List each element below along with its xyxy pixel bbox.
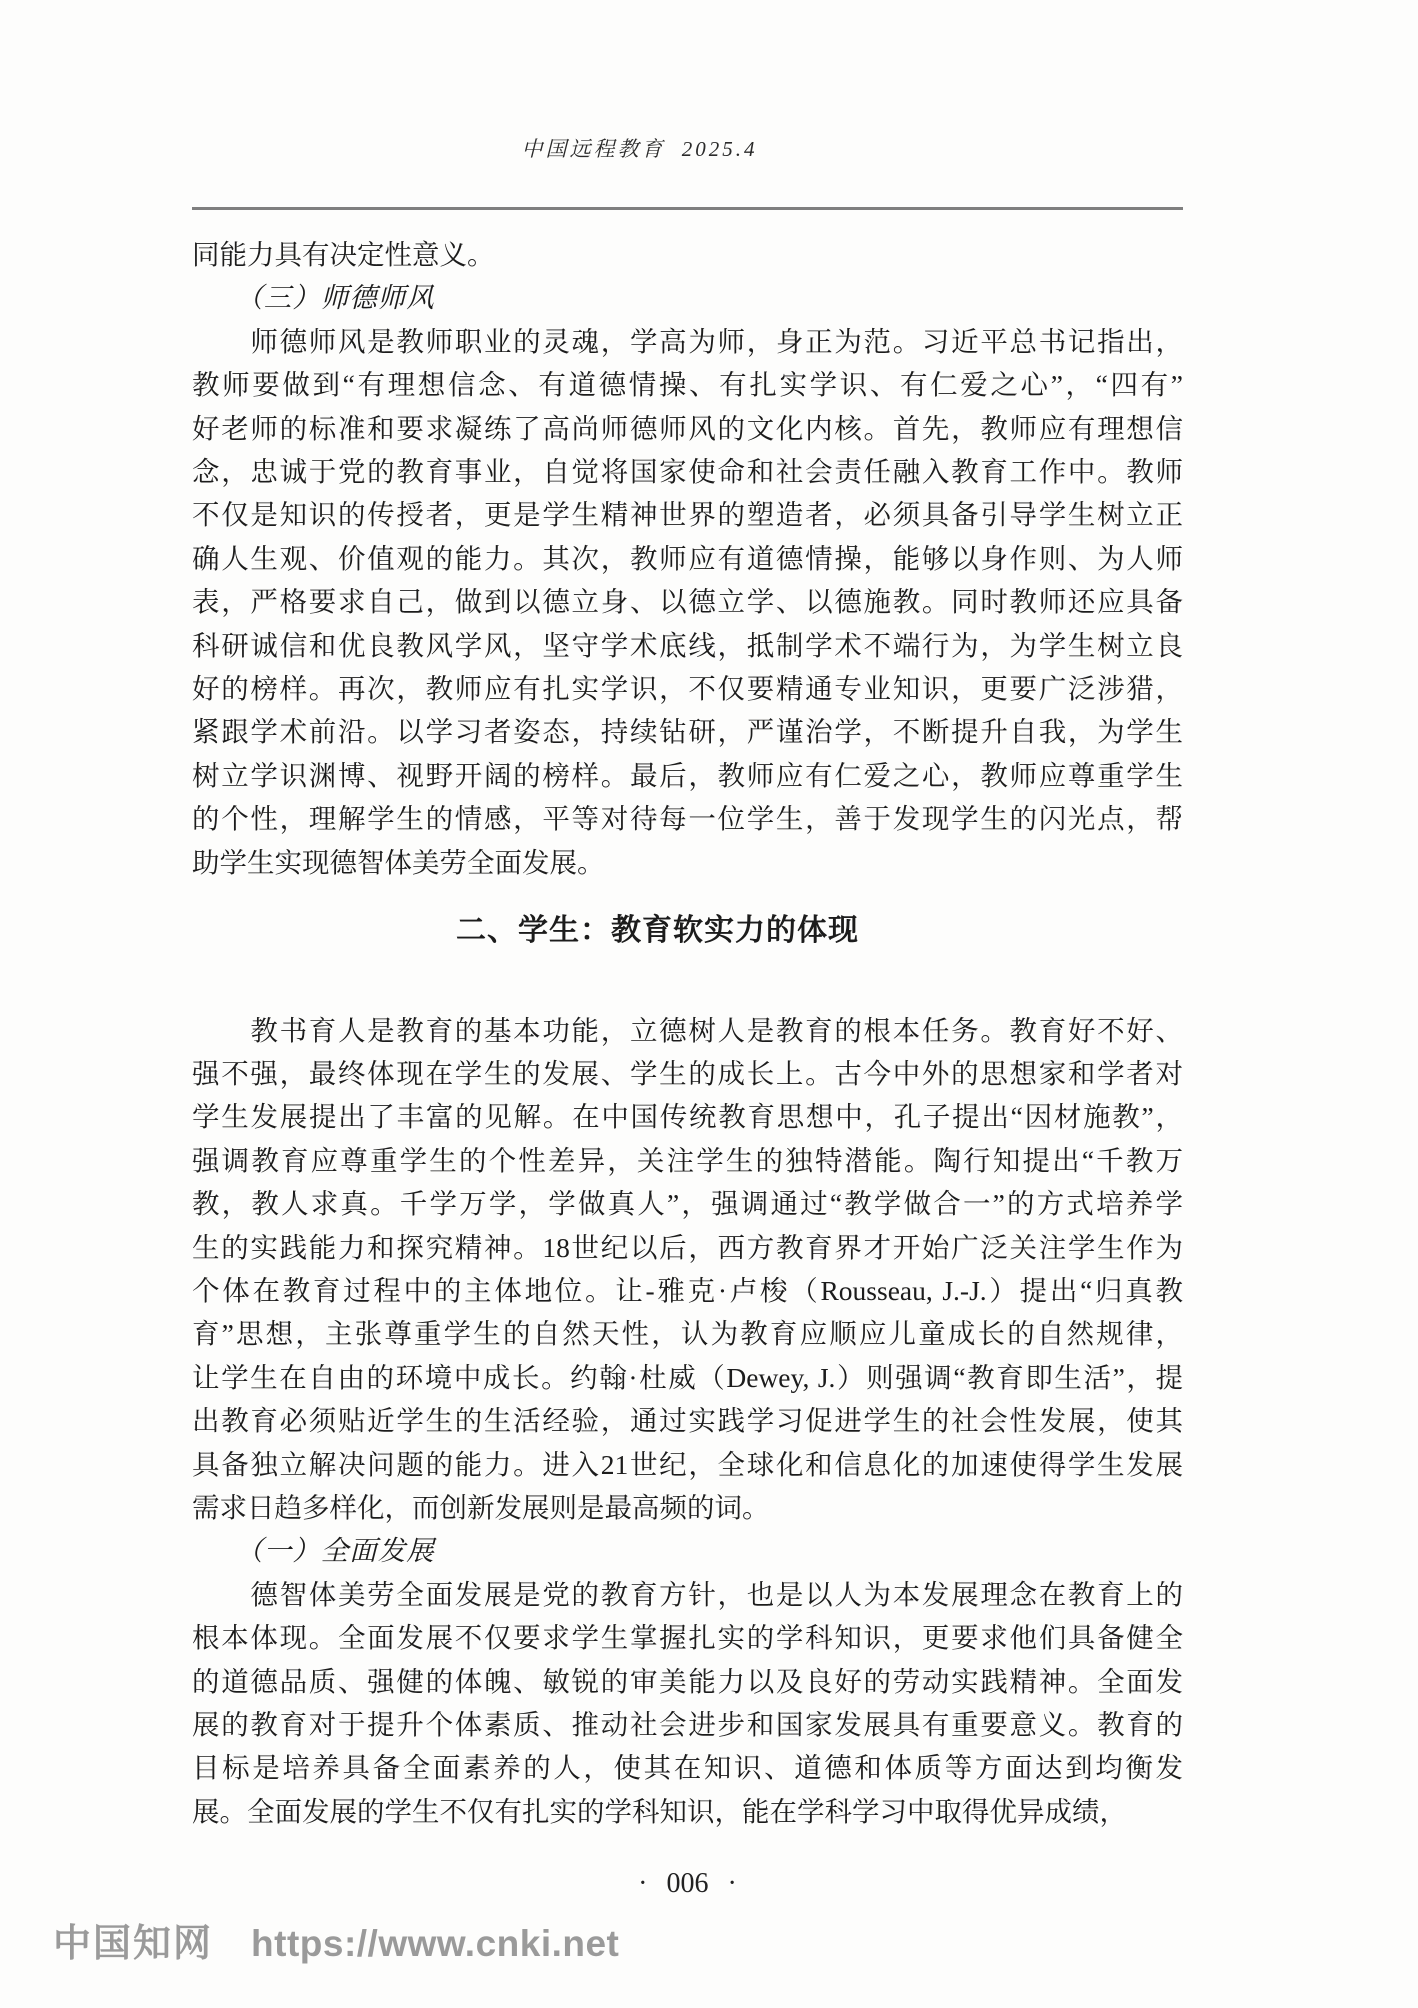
text-line: 需求日趋多样化，而创新发展则是最高频的词。	[192, 1491, 770, 1523]
paragraph-students	[192, 1009, 1183, 1530]
section-heading-students: 二、学生：教育软实力的体现	[456, 914, 859, 948]
text-line: 强不强，最终体现在学生的发展、学生的成长上。古今中外的思想家和学者对	[192, 1057, 1183, 1089]
text-line: 出教育必须贴近学生的生活经验，通过实践学习促进学生的社会性发展，使其	[192, 1405, 1183, 1437]
text-line: 让学生在自由的环境中成长。约翰·杜威（Dewey, J.）则强调“教育即生活”，提	[192, 1361, 1183, 1393]
text-line: 紧跟学术前沿。以学习者姿态，持续钻研，严谨治学，不断提升自我，为学生	[192, 716, 1183, 748]
text-line: 教师要做到“有理想信念、有道德情操、有扎实学识、有仁爱之心”，“四有”	[192, 369, 1183, 401]
text-line: 表，严格要求自己，做到以德立身、以德立学、以德施教。同时教师还应具备	[192, 586, 1183, 618]
text-line: 目标是培养具备全面素养的人，使其在知识、道德和体质等方面达到均衡发	[192, 1752, 1183, 1784]
paragraph-shide-shifeng	[192, 320, 1183, 884]
text-line: 教，教人求真。千学万学，学做真人”，强调通过“教学做合一”的方式培养学	[192, 1188, 1183, 1220]
subsection-heading-quanmian-fazhan	[192, 1529, 1183, 1572]
watermark-cnki	[53, 1912, 619, 1967]
text-line: 学生发展提出了丰富的见解。在中国传统教育思想中，孔子提出“因材施教”，	[192, 1101, 1183, 1133]
text-line: 助学生实现德智体美劳全面发展。	[192, 846, 605, 878]
subsection-heading-shide-shifeng	[192, 276, 1183, 319]
page-number: · 006 ·	[638, 1868, 737, 1899]
journal-header: 中国远程教育 2025.4	[521, 137, 758, 161]
paragraph-quanmian-fazhan	[192, 1573, 1183, 1833]
text-line: 育”思想，主张尊重学生的自然天性，认为教育应顺应儿童成长的自然规律，	[192, 1318, 1183, 1350]
text-line: 念，忠诚于党的教育事业，自觉将国家使命和社会责任融入教育工作中。教师	[192, 456, 1183, 488]
text-line: （一）全面发展	[192, 1535, 435, 1567]
text-line: 展。全面发展的学生不仅有扎实的学科知识，能在学科学习中取得优异成绩，	[192, 1795, 1127, 1827]
text-line: 根本体现。全面发展不仅要求学生掌握扎实的学科知识，更要求他们具备健全	[192, 1622, 1183, 1654]
text-line: 树立学识渊博、视野开阔的榜样。最后，教师应有仁爱之心，教师应尊重学生	[192, 759, 1183, 791]
cnki-brand-text: 中国知网	[53, 1923, 214, 1965]
text-line: 教书育人是教育的基本功能，立德树人是教育的根本任务。教育好不好、	[192, 1014, 1183, 1046]
text-line: 的个性，理解学生的情感，平等对待每一位学生，善于发现学生的闪光点，帮	[192, 803, 1183, 835]
text-line: 科研诚信和优良教风学风，坚守学术底线，抵制学术不端行为，为学生树立良	[192, 629, 1183, 661]
text-line: 个体在教育过程中的主体地位。让-雅克·卢梭（Rousseau, J.-J.）提出“归真教	[192, 1274, 1183, 1306]
text-line: 确人生观、价值观的能力。其次，教师应有道德情操，能够以身作则、为人师	[192, 542, 1183, 574]
text-line: 好的榜样。再次，教师应有扎实学识，不仅要精通专业知识，更要广泛涉猎，	[192, 673, 1183, 705]
text-line: 具备独立解决问题的能力。进入21世纪，全球化和信息化的加速使得学生发展	[192, 1448, 1183, 1480]
text-line: 生的实践能力和探究精神。18世纪以后，西方教育界才开始广泛关注学生作为	[192, 1231, 1183, 1263]
text-line: 同能力具有决定性意义。	[192, 239, 495, 270]
text-line: 师德师风是教师职业的灵魂，学高为师，身正为范。习近平总书记指出，	[192, 325, 1183, 357]
text-line: 强调教育应尊重学生的个性差异，关注学生的独特潜能。陶行知提出“千教万	[192, 1144, 1183, 1176]
cnki-url-text: https://www.cnki.net	[251, 1923, 620, 1964]
text-line: （三）师德师风	[192, 282, 435, 314]
text-line: 德智体美劳全面发展是党的教育方针，也是以人为本发展理念在教育上的	[192, 1578, 1183, 1610]
page-body	[192, 233, 1183, 1833]
text-line: 不仅是知识的传授者，更是学生精神世界的塑造者，必须具备引导学生树立正	[192, 499, 1183, 531]
text-line: 好老师的标准和要求凝练了高尚师德师风的文化内核。首先，教师应有理想信	[192, 412, 1183, 444]
paragraph-continued	[192, 233, 1183, 276]
header-rule-divider	[192, 207, 1183, 210]
text-line: 的道德品质、强健的体魄、敏锐的审美能力以及良好的劳动实践精神。全面发	[192, 1665, 1183, 1697]
text-line: 展的教育对于提升个体素质、推动社会进步和国家发展具有重要意义。教育的	[192, 1709, 1183, 1740]
